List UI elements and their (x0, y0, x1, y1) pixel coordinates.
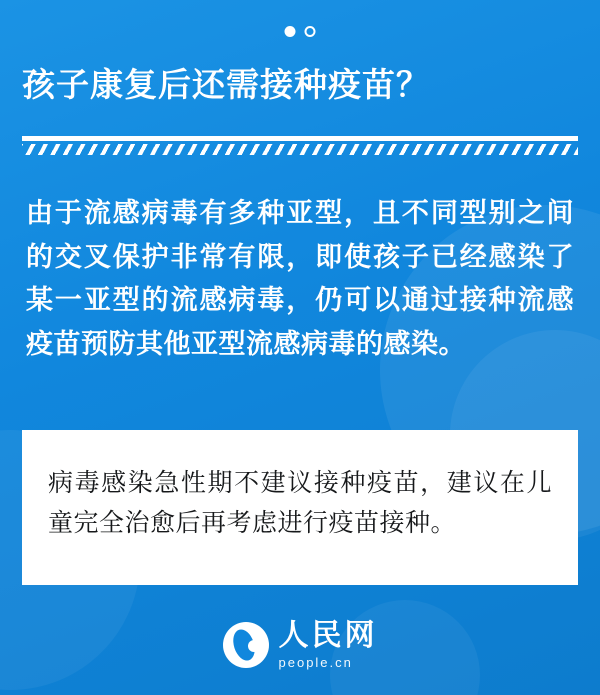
indicator-dot-hollow-icon (305, 26, 316, 37)
page-indicator (285, 26, 316, 37)
people-cn-logo-icon (223, 622, 269, 668)
striped-divider (22, 136, 578, 156)
divider-stripe-pattern (22, 144, 578, 155)
brand-name-en: people.cn (278, 655, 353, 670)
brand-name-cn: 人民网 (278, 619, 378, 652)
callout-box (22, 430, 578, 585)
page-title: 孩子康复后还需接种疫苗？ (22, 66, 430, 103)
indicator-dot-filled-icon (285, 26, 296, 37)
body-paragraph: 由于流感病毒有多种亚型，且不同型别之间的交叉保护非常有限，即使孩子已经感染了某一亚型的流感病毒，仍可以通过接种流感疫苗预防其他亚型流感病毒的感染。 (26, 198, 574, 360)
brand-wordmark (279, 621, 378, 669)
callout-text: 病毒感染急性期不建议接种疫苗，建议在儿童完全治愈后再考虑进行疫苗接种。 (48, 469, 552, 537)
divider-solid-bar (22, 136, 578, 141)
footer-branding (0, 621, 600, 669)
